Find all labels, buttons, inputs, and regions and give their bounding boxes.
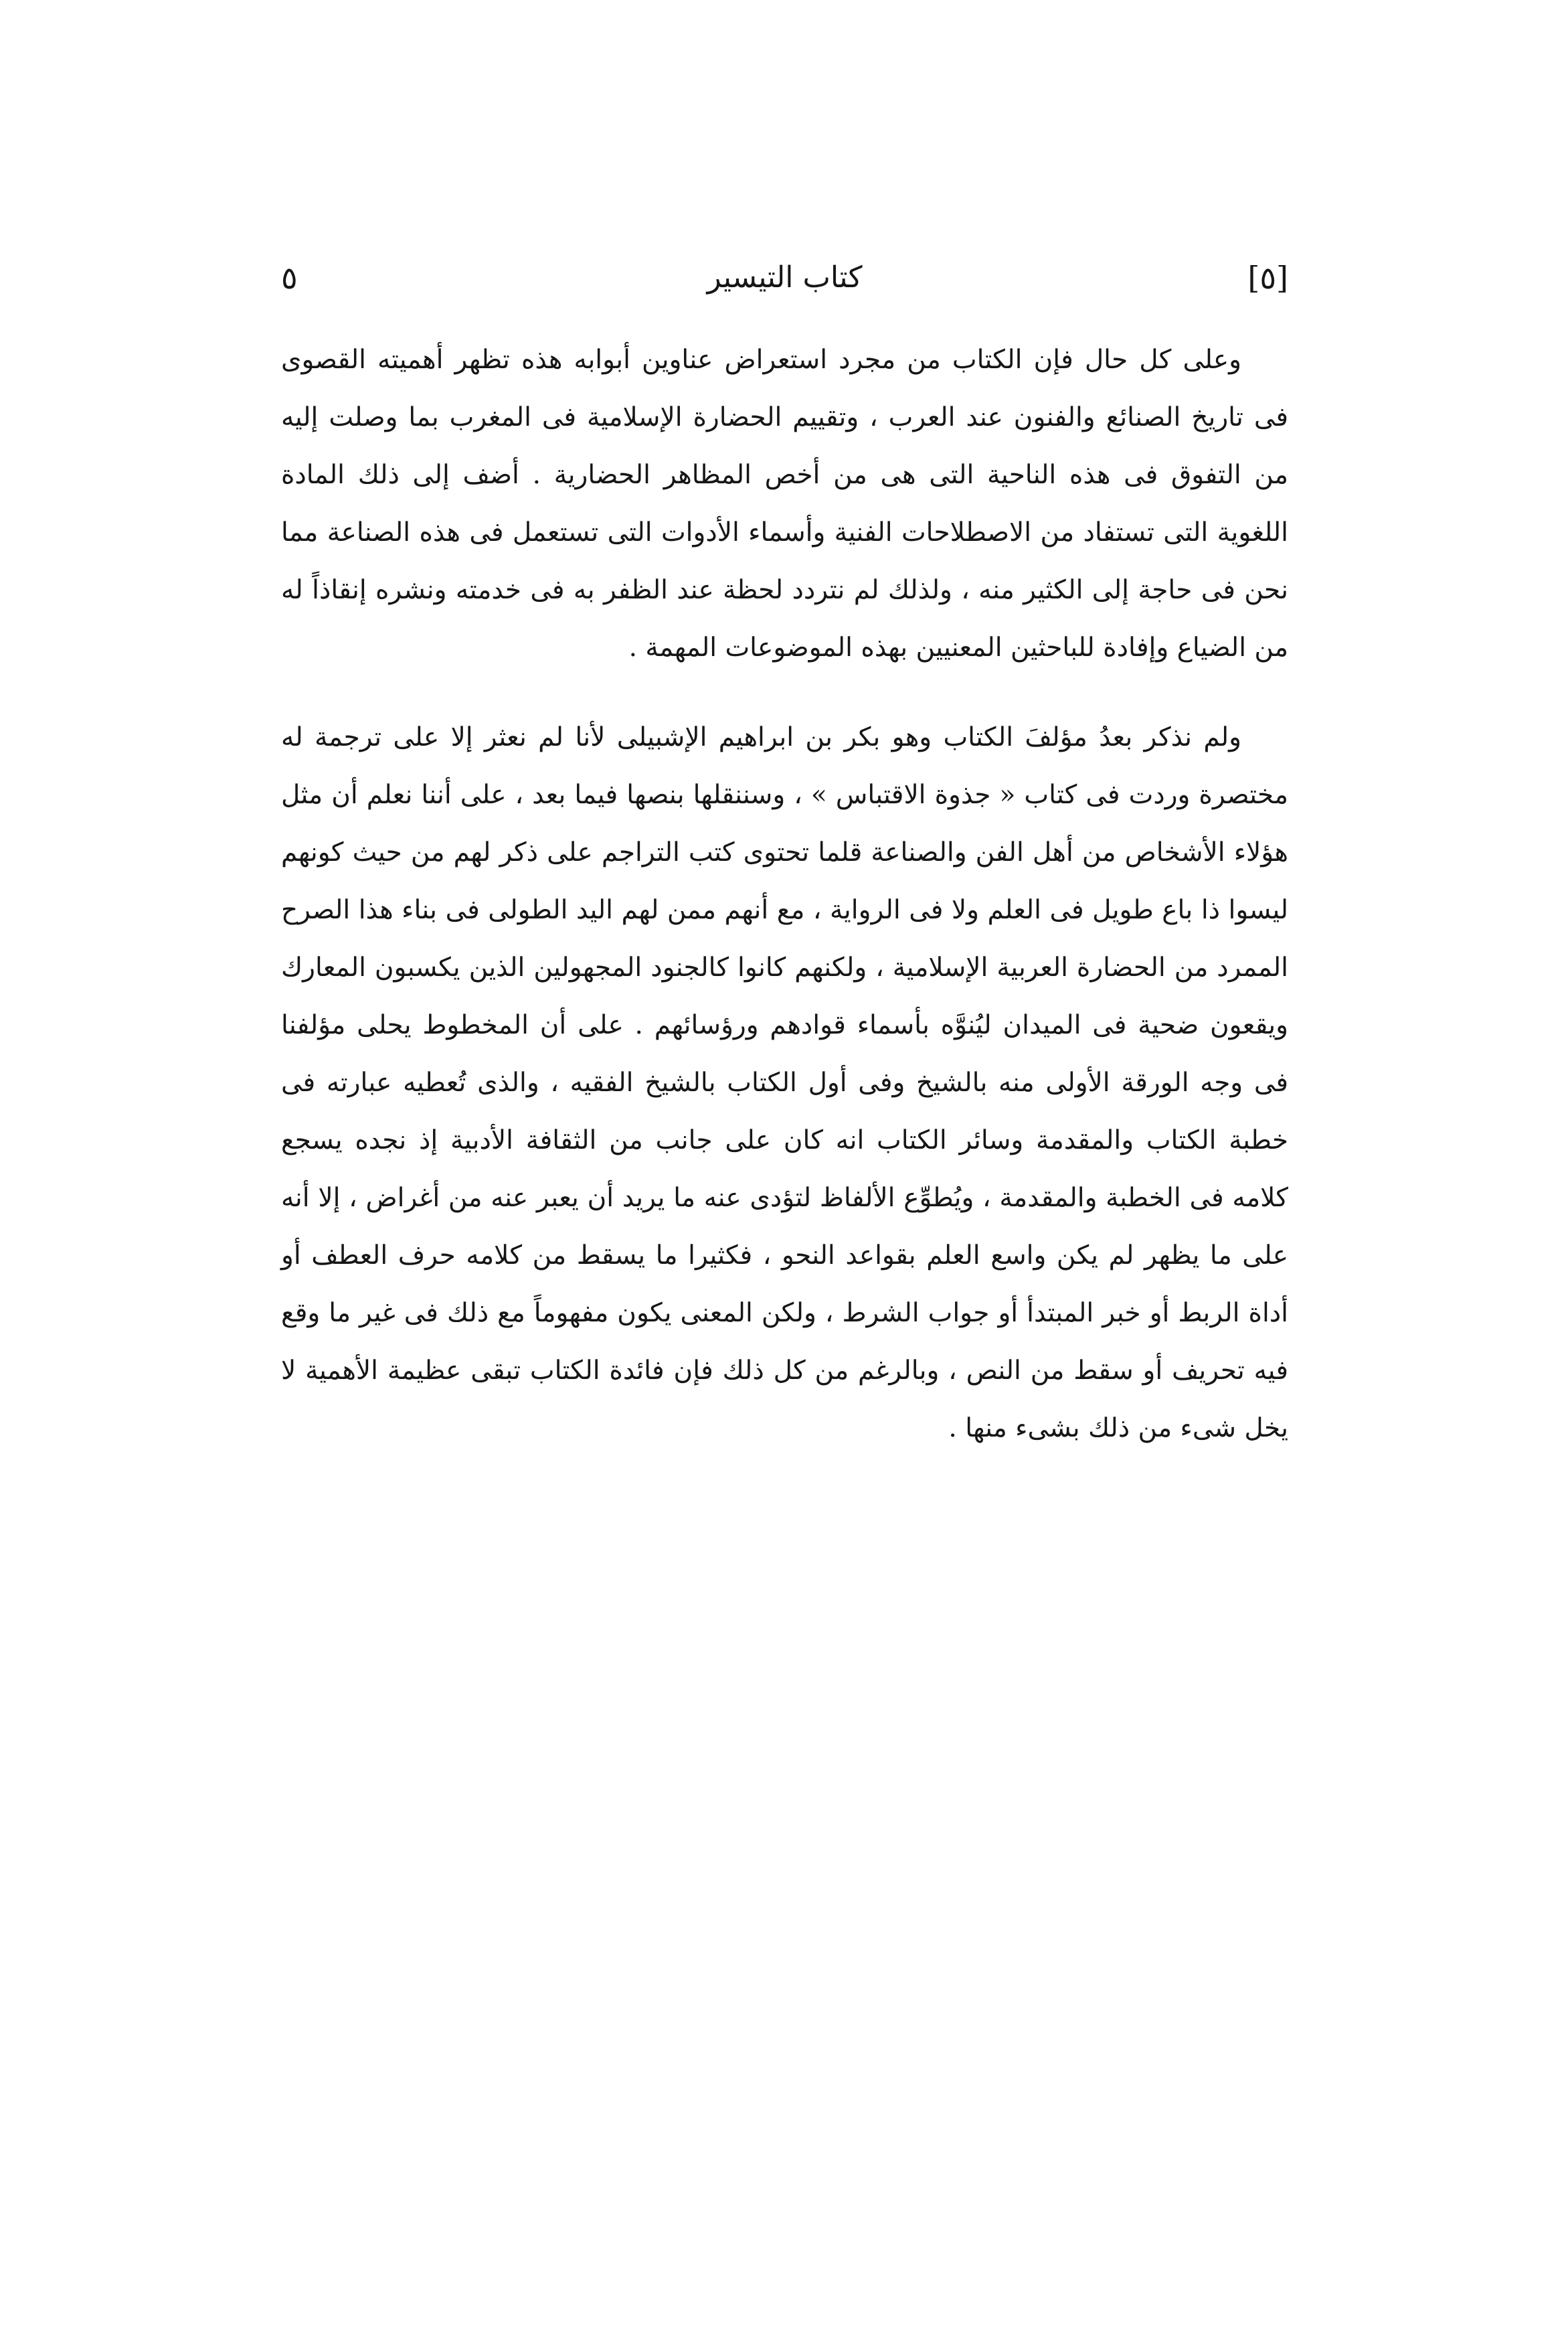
paragraph-1-text: وعلى كل حال فإن الكتاب من مجرد استعراض عناوين أبوابه هذه تظهر أهميته القصوى فى تاريخ الصنائع والفنون عند العرب ، وتقييم الحضارة الإسلامية فى المغرب بما وصلت إليه من التفوق فى هذه الناحية التى هى من أخص المظاهر الحضارية . أضف إلى ذلك المادة اللغوية التى تستفاد من الاصطلاحات الفنية وأسماء الأدوات التى تستعمل فى هذه الصناعة مما نحن فى حاجة إلى الكثير منه ، ولذلك لم نتردد لحظة عند الظفر به فى خدمته ونشره إنقاذاً له من الضياع وإفادة للباحثين المعنيين بهذه الموضوعات المهمة . xyxy=(281,345,1288,663)
body-text xyxy=(281,331,1288,1457)
running-head xyxy=(281,254,1288,301)
bracketed-page-number: [٥] xyxy=(1247,260,1288,296)
paragraph-2 xyxy=(281,709,1288,1457)
book-title-header: كتاب التيسير xyxy=(707,260,863,295)
paragraph-1 xyxy=(281,331,1288,677)
paragraph-2-text: ولم نذكر بعدُ مؤلفَ الكتاب وهو بكر بن ابراهيم الإشبيلى لأنا لم نعثر إلا على ترجمة له مختصرة وردت فى كتاب « جذوة الاقتباس » ، وسننقلها بنصها فيما بعد ، على أننا نعلم أن مثل هؤلاء الأشخاص من أهل الفن والصناعة قلما تحتوى كتب التراجم على ذكر لهم من حيث كونهم ليسوا ذا باع طويل فى العلم ولا فى الرواية ، مع أنهم ممن لهم اليد الطولى فى بناء هذا الصرح الممرد من الحضارة العربية الإسلامية ، ولكنهم كانوا كالجنود المجهولين الذين يكسبون المعارك ويقعون ضحية فى الميدان ليُنوَّه بأسماء قوادهم ورؤسائهم . على أن المخطوط يحلى مؤلفنا فى وجه الورقة الأولى منه بالشيخ وفى أول الكتاب بالشيخ الفقيه ، والذى تُعطيه عبارته فى خطبة الكتاب والمقدمة وسائر الكتاب انه كان على جانب من الثقافة الأدبية إذ نجده يسجع كلامه فى الخطبة والمقدمة ، ويُطوِّع الألفاظ لتؤدى عنه ما يريد أن يعبر عنه من أغراض ، إلا أنه على ما يظهر لم يكن واسع العلم بقواعد النحو ، فكثيرا ما يسقط من كلامه حرف العطف أو أداة الربط أو خبر المبتدأ أو جواب الشرط ، ولكن المعنى يكون مفهوماً مع ذلك فى غير ما وقع فيه تحريف أو سقط من النص ، وبالرغم من كل ذلك فإن فائدة الكتاب تبقى عظيمة الأهمية لا يخل شىء من ذلك بشىء منها . xyxy=(281,722,1288,1443)
page-number: ٥ xyxy=(281,260,298,296)
